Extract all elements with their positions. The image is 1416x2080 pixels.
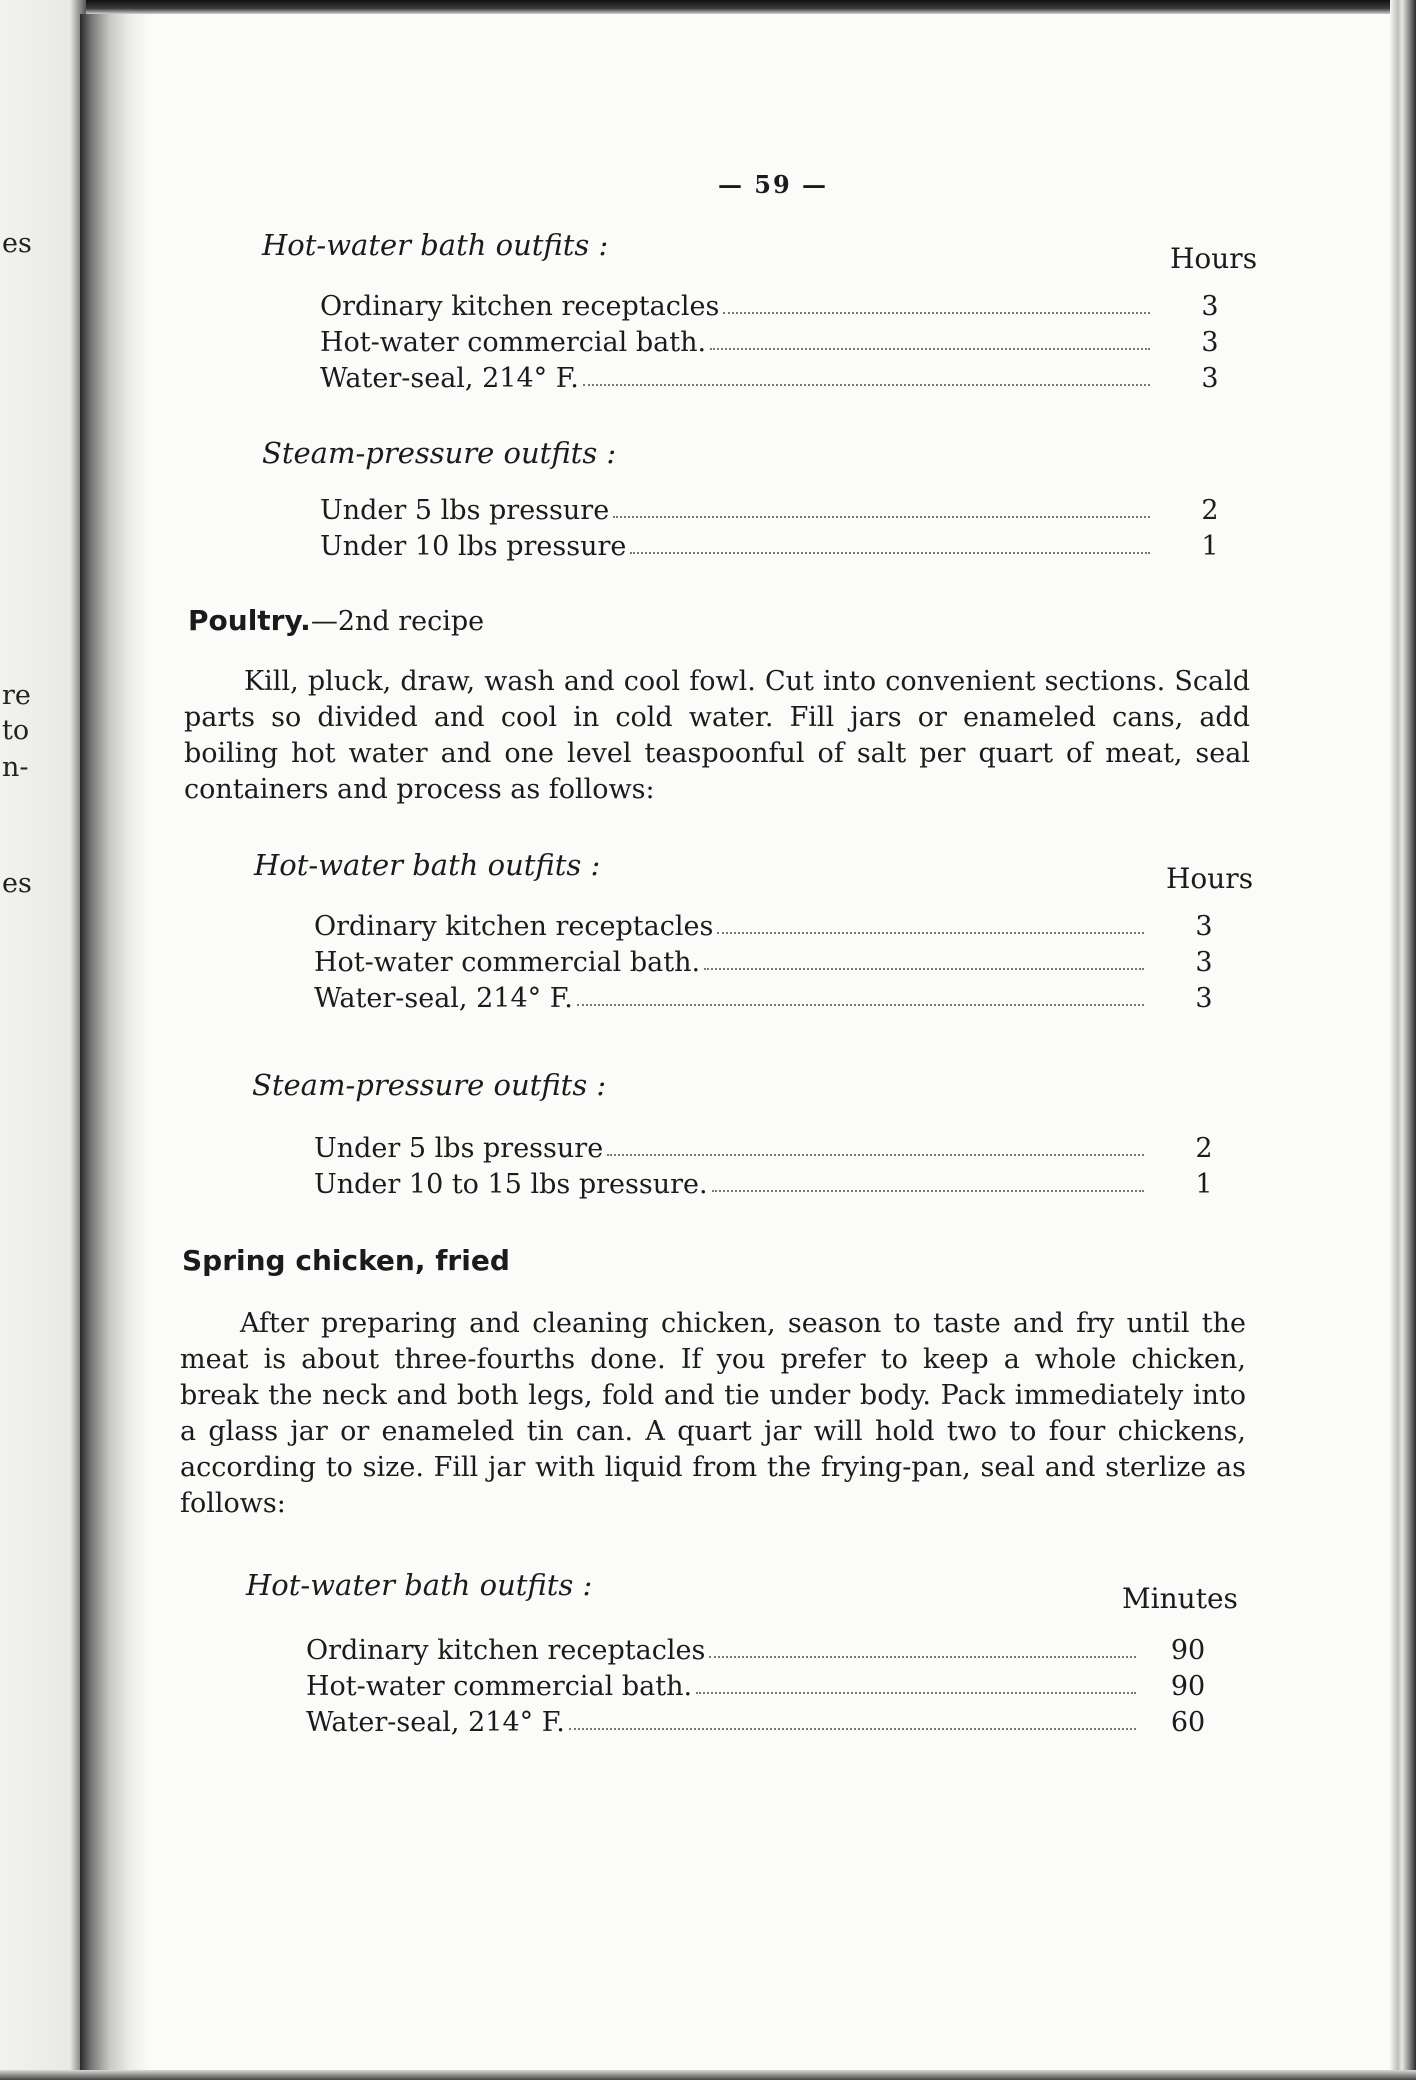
unit-label: Hours <box>1170 242 1258 275</box>
subheading-hot-water: Hot-water bath outfits : <box>246 1568 593 1602</box>
table-row: Under 5 lbs pressure 2 <box>320 495 1219 526</box>
margin-fragment: es <box>2 868 32 899</box>
paragraph-spring-chicken: After preparing and cleaning chicken, season to taste and fry until the meat is about three-fourths done. If you prefer to keep a whole chicken, break the neck and both legs, fold and tie under body. Pack immediately into a glass jar or enameled tin can. A quart jar will hold two to four chickens, according to size. Fill jar with liquid from the frying-pan, seal and sterlize as follows: <box>180 1308 1246 1519</box>
table-row: Water-seal, 214° F. 3 <box>314 983 1213 1014</box>
table-row: Water-seal, 214° F. 60 <box>306 1707 1206 1738</box>
subheading-hot-water: Hot-water bath outfits : <box>262 228 609 262</box>
table-row: Under 5 lbs pressure 2 <box>314 1133 1213 1164</box>
margin-fragment: n- <box>2 752 29 783</box>
table-row: Ordinary kitchen receptacles 3 <box>320 291 1219 322</box>
table-row: Under 10 lbs pressure 1 <box>320 531 1219 562</box>
scan-top-edge <box>0 0 1416 14</box>
subheading-hot-water: Hot-water bath outfits : <box>254 848 601 882</box>
heading-poultry: Poultry.—2nd recipe <box>188 604 485 637</box>
subheading-steam-pressure: Steam-pressure outfits : <box>252 1068 607 1102</box>
page-number: — 59 — <box>717 170 829 199</box>
table-row: Hot-water commercial bath. 90 <box>306 1671 1206 1702</box>
gutter-shadow <box>80 14 150 2074</box>
facing-page-edge <box>0 0 86 2080</box>
margin-fragment: es <box>2 228 32 259</box>
table-row: Hot-water commercial bath. 3 <box>320 327 1219 358</box>
unit-label: Hours <box>1166 862 1254 895</box>
table-row: Hot-water commercial bath. 3 <box>314 947 1213 978</box>
subheading-steam-pressure: Steam-pressure outfits : <box>262 436 617 470</box>
margin-fragment: re <box>2 680 31 711</box>
table-row: Water-seal, 214° F. 3 <box>320 363 1219 394</box>
heading-spring-chicken: Spring chicken, fried <box>182 1244 510 1277</box>
page-edge-right <box>1390 0 1416 2080</box>
scan-bottom-edge <box>0 2070 1416 2080</box>
unit-label: Minutes <box>1122 1582 1238 1615</box>
paragraph-poultry: Kill, pluck, draw, wash and cool fowl. Cut into convenient sections. Scald parts so divided and cool in cold water. Fill jars or enameled cans, add boiling hot water and one level teaspoonful of salt per quart of meat, seal containers and process as follows: <box>184 666 1250 805</box>
table-row: Under 10 to 15 lbs pressure. 1 <box>314 1169 1213 1200</box>
margin-fragment: to <box>2 715 30 746</box>
table-row: Ordinary kitchen receptacles 90 <box>306 1635 1206 1666</box>
table-row: Ordinary kitchen receptacles 3 <box>314 911 1213 942</box>
